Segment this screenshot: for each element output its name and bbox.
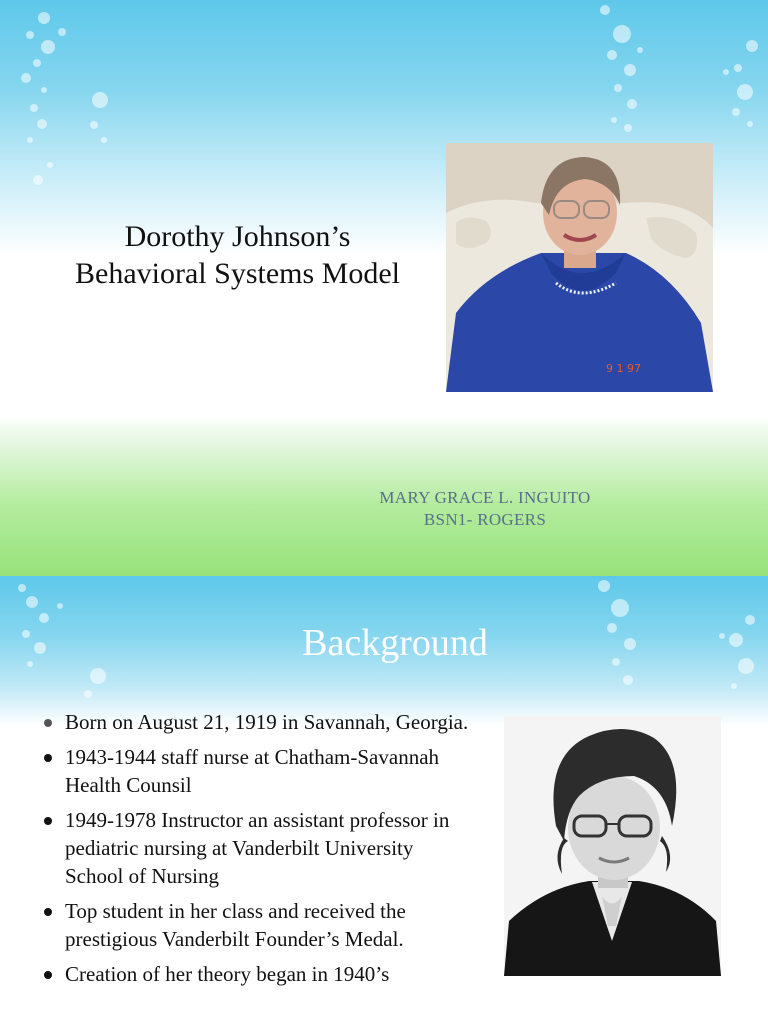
list-item (40, 960, 470, 988)
bullet-text: 1949-1978 Instructor an assistant professor in pediatric nursing at Vanderbilt University School of Nursing (65, 808, 450, 888)
author-section: BSN1- ROGERS (423, 510, 547, 529)
dorothy-johnson-bw-portrait (504, 716, 721, 976)
bullet-text: 1943-1944 staff nurse at Chatham-Savannah Health Counsil (65, 745, 440, 797)
slide-1-title-line-1: Dorothy Johnson’s (124, 220, 351, 253)
slide-2 (0, 576, 768, 1024)
slide-1-title (40, 218, 435, 292)
list-item (40, 897, 470, 953)
bullet-icon (44, 817, 52, 825)
list-item (40, 708, 470, 736)
slide-2-title: Background (302, 622, 488, 664)
dorothy-johnson-color-photo (446, 143, 713, 392)
bullet-text: Creation of her theory began in 1940’s (65, 962, 390, 986)
bullet-icon (44, 971, 52, 979)
bullet-icon (44, 754, 52, 762)
list-item (40, 806, 470, 890)
photo-date-stamp: 9 1 97 (606, 362, 641, 375)
bullet-icon (44, 719, 52, 727)
background-bullet-list (40, 708, 470, 995)
bullet-icon (44, 908, 52, 916)
author-block (310, 487, 660, 531)
bullet-text: Born on August 21, 1919 in Savannah, Georgia. (65, 710, 469, 734)
bullet-text: Top student in her class and received the prestigious Vanderbilt Founder’s Medal. (65, 899, 406, 951)
slide-1-title-line-2: Behavioral Systems Model (75, 257, 400, 290)
author-name: MARY GRACE L. INGUITO (379, 488, 591, 507)
list-item (40, 743, 470, 799)
